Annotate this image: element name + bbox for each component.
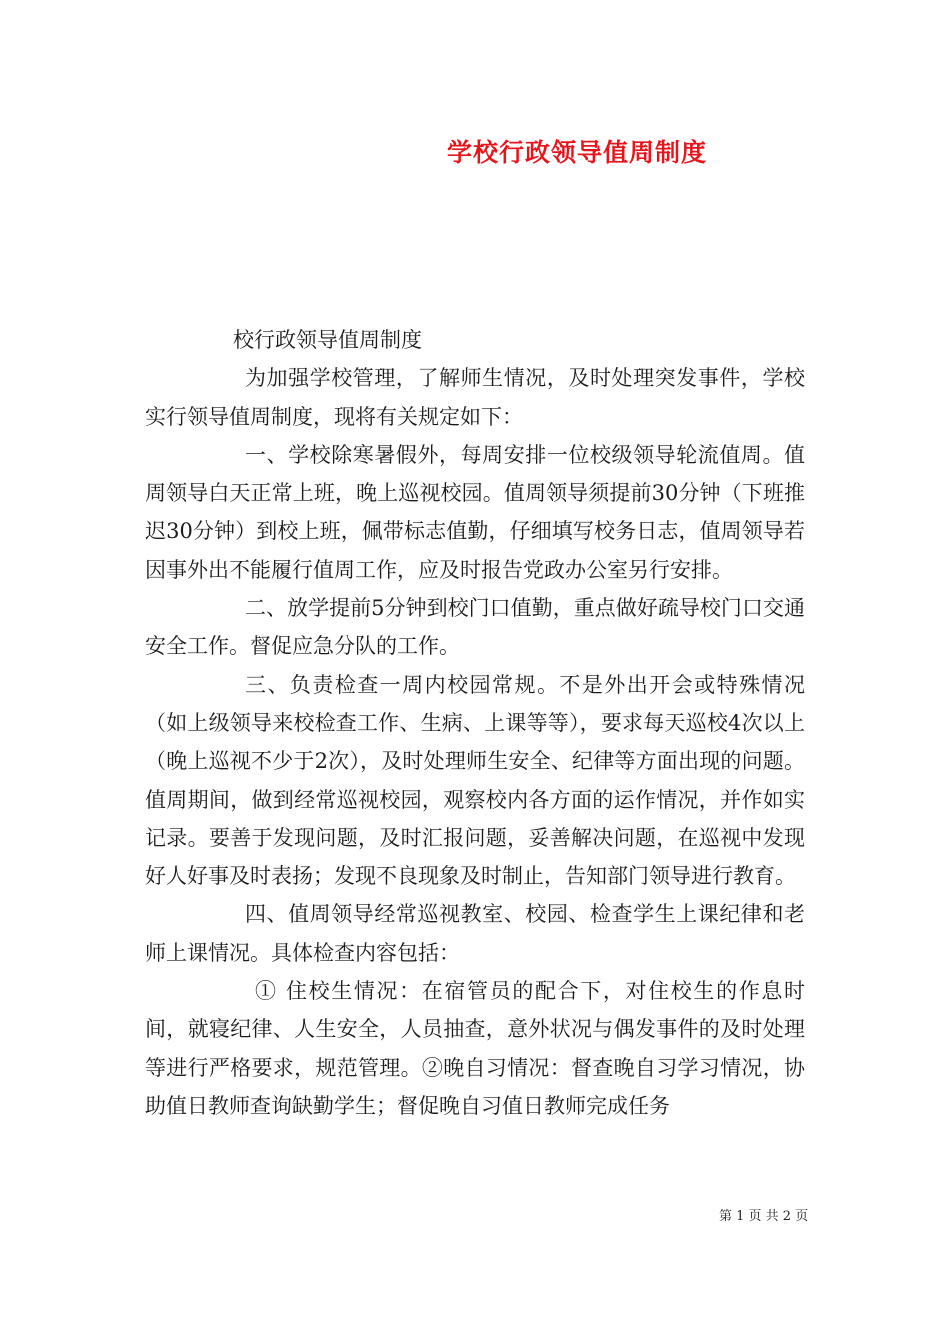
paragraph-rule-4-details: ① 住校生情况：在宿管员的配合下，对住校生的作息时间，就寝纪律、人生安全，人员抽查，意外状况与偶发事件的及时处理等进行严格要求，规范管理。②晚自习情况：督查晚自习学习情况，协助值日教师查询缺勤学生；督促晚自习值日教师完成任务 (145, 979, 805, 1118)
paragraph-intro: 为加强学校管理，了解师生情况，及时处理突发事件，学校实行领导值周制度，现将有关规定如下： (145, 366, 805, 429)
document-title: 学校行政领导值周制度 (447, 138, 708, 167)
paragraph-rule-1: 一、学校除寒暑假外，每周安排一位校级领导轮流值周。值周领导白天正常上班，晚上巡视校园。值周领导须提前30分钟（下班推迟30分钟）到校上班，佩带标志值勤，仔细填写校务日志，值周领导若因事外出不能履行值周工作，应及时报告党政办公室另行安排。 (145, 442, 805, 582)
paragraph-rule-4: 四、值周领导经常巡视教室、校园、检查学生上课纪律和老师上课情况。具体检查内容包括： (145, 902, 805, 965)
document-body (145, 321, 805, 1125)
document-subtitle: 校行政领导值周制度 (233, 328, 422, 352)
page-number: 第 1 页 共 2 页 (719, 1209, 809, 1224)
paragraph-rule-3: 三、负责检查一周内校园常规。不是外出开会或特殊情况（如上级领导来校检查工作、生病、上课等等），要求每天巡校4次以上（晚上巡视不少于2次），及时处理师生安全、纪律等方面出现的问题。值周期间，做到经常巡视校园，观察校内各方面的运作情况，并作如实记录。要善于发现问题，及时汇报问题，妥善解决问题，在巡视中发现好人好事及时表扬；发现不良现象及时制止，告知部门领导进行教育。 (145, 672, 805, 889)
paragraph-rule-2: 二、放学提前5分钟到校门口值勤，重点做好疏导校门口交通安全工作。督促应急分队的工作。 (145, 596, 805, 659)
